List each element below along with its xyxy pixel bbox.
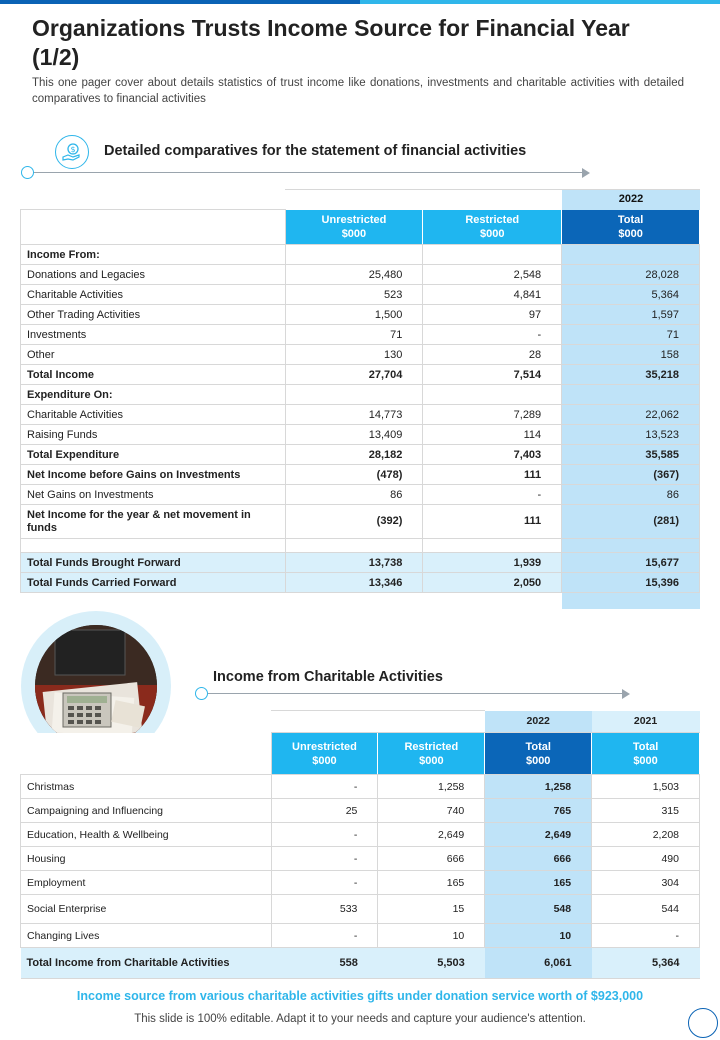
row-label: Christmas [21,775,272,799]
table-row [21,553,700,573]
row-label: Net Gains on Investments [21,485,286,505]
unrestricted-value: - [271,775,378,799]
table-header-row [21,733,700,775]
unrestricted-value: - [271,847,378,871]
table-row [21,445,700,465]
total-2021-value: 490 [592,847,700,871]
header-total: Total $000 [562,210,700,245]
section2-divider [208,693,626,694]
total-value: 158 [562,345,700,365]
total-2022-value: 165 [485,871,592,895]
restricted-value: 97 [423,305,562,325]
year-blank-cell [271,711,378,733]
restricted-value: 2,649 [378,823,485,847]
section2-arrow-icon [622,689,630,699]
header-unrestricted: Unrestricted $000 [271,733,378,775]
total-2022-value: 765 [485,799,592,823]
total-value: 71 [562,325,700,345]
unrestricted-value: - [271,871,378,895]
row-label: Campaigning and Influencing [21,799,272,823]
table-row [21,365,700,385]
restricted-value [423,385,562,405]
total-2022-value: 6,061 [485,948,592,979]
restricted-value: 111 [423,465,562,485]
restricted-value: 5,503 [378,948,485,979]
restricted-value: 1,258 [378,775,485,799]
restricted-value: 2,548 [423,265,562,285]
total-value: 35,585 [562,445,700,465]
total-row [21,948,700,979]
row-label: Total Expenditure [21,445,286,465]
table-row [21,325,700,345]
unrestricted-value: 25 [271,799,378,823]
table-row [21,265,700,285]
unrestricted-value: 1,500 [285,305,423,325]
total-value: 15,396 [562,573,700,593]
row-label: Raising Funds [21,425,286,445]
unrestricted-value: 14,773 [285,405,423,425]
table-row [21,924,700,948]
restricted-value: 1,939 [423,553,562,573]
total-value: (367) [562,465,700,485]
restricted-value: 7,514 [423,365,562,385]
unrestricted-value: 71 [285,325,423,345]
section2-title: Income from Charitable Activities [213,669,443,685]
row-label: Other Trading Activities [21,305,286,325]
total-value [562,385,700,405]
row-label: Total Income [21,365,286,385]
charitable-income-table [20,710,700,979]
total-value: 28,028 [562,265,700,285]
table-row [21,425,700,445]
header-restricted: Restricted $000 [378,733,485,775]
table-row [21,823,700,847]
unrestricted-value: (392) [285,505,423,539]
restricted-value: - [423,325,562,345]
unrestricted-value: - [271,924,378,948]
corner-circle-decoration [688,1008,718,1038]
table-row [21,285,700,305]
table-row [21,799,700,823]
header-blank-cell [21,210,286,245]
total-2022-value: 1,258 [485,775,592,799]
unrestricted-value: 13,346 [285,573,423,593]
row-label: Total Funds Brought Forward [21,553,286,573]
header-blank-cell [21,733,272,775]
table-row [21,505,700,539]
header-total-2022: Total $000 [485,733,592,775]
row-label: Changing Lives [21,924,272,948]
row-label: Net Income for the year & net movement in funds [21,505,286,539]
row-label: Expenditure On: [21,385,286,405]
restricted-value [423,245,562,265]
financial-activities-table [20,209,700,593]
table-row [21,871,700,895]
unrestricted-value: 25,480 [285,265,423,285]
header-restricted: Restricted $000 [423,210,562,245]
table-row [21,485,700,505]
unrestricted-value: - [271,823,378,847]
restricted-value: - [423,485,562,505]
total-2021-value: 2,208 [592,823,700,847]
year-2022: 2022 [485,711,592,733]
year-blank-cell [21,711,272,733]
unrestricted-value: 27,704 [285,365,423,385]
row-label: Education, Health & Wellbeing [21,823,272,847]
row-label: Net Income before Gains on Investments [21,465,286,485]
section1-line-dot [21,166,34,179]
row-label: Employment [21,871,272,895]
total-value: 86 [562,485,700,505]
unrestricted-value: 86 [285,485,423,505]
total-2021-value: 1,503 [592,775,700,799]
unrestricted-value: (478) [285,465,423,485]
spacer-row [21,539,700,553]
total-value [562,245,700,265]
money-hand-icon [55,135,89,169]
total-2021-value: - [592,924,700,948]
restricted-value: 7,289 [423,405,562,425]
year-label: 2022 [618,193,644,205]
footer-highlight: Income source from various charitable activities gifts under donation service worth of $923,000 [76,989,644,1003]
table-header-row [21,210,700,245]
section1-title: Detailed comparatives for the statement of financial activities [104,143,527,159]
restricted-value: 4,841 [423,285,562,305]
unrestricted-value: 28,182 [285,445,423,465]
total-value: 35,218 [562,365,700,385]
unrestricted-value: 523 [285,285,423,305]
row-label [21,539,286,553]
page-title: Organizations Trusts Income Source for Financial Year (1/2) [32,15,630,70]
page-subtitle: This one pager cover about details statistics of trust income like donations, investments and charitable activities with detailed comparatives to financial activities [32,77,684,105]
header-unrestricted: Unrestricted $000 [285,210,423,245]
svg-text:$: $ [70,145,76,154]
row-label: Other [21,345,286,365]
section-heading-row [21,385,700,405]
unrestricted-value: 558 [271,948,378,979]
section-heading-row [21,245,700,265]
table-row [21,775,700,799]
unrestricted-value: 13,738 [285,553,423,573]
total-2021-value: 315 [592,799,700,823]
total-value [562,539,700,553]
year-blank-cell [378,711,485,733]
table-row [21,573,700,593]
total-2022-value: 666 [485,847,592,871]
unrestricted-value [285,539,423,553]
row-label: Income From: [21,245,286,265]
total-2021-value: 304 [592,871,700,895]
restricted-value: 15 [378,895,485,924]
unrestricted-value [285,245,423,265]
total-2022-value: 548 [485,895,592,924]
total-2021-value: 5,364 [592,948,700,979]
restricted-value: 2,050 [423,573,562,593]
section1-arrow-icon [582,168,590,178]
section2-line-dot [195,687,208,700]
restricted-value: 114 [423,425,562,445]
row-label: Donations and Legacies [21,265,286,285]
table-row [21,345,700,365]
row-label: Housing [21,847,272,871]
total-value: 13,523 [562,425,700,445]
table-row [21,895,700,924]
restricted-value: 7,403 [423,445,562,465]
row-label: Charitable Activities [21,285,286,305]
total-value: (281) [562,505,700,539]
row-label: Total Funds Carried Forward [21,573,286,593]
table-row [21,465,700,485]
year-2021: 2021 [592,711,700,733]
restricted-value: 10 [378,924,485,948]
unrestricted-value: 533 [271,895,378,924]
restricted-value [423,539,562,553]
footer-note: This slide is 100% editable. Adapt it to your needs and capture your audience's attention. [134,1013,586,1025]
table-row [21,305,700,325]
restricted-value: 111 [423,505,562,539]
unrestricted-value: 130 [285,345,423,365]
restricted-value: 740 [378,799,485,823]
row-label: Social Enterprise [21,895,272,924]
total-value: 15,677 [562,553,700,573]
row-label: Total Income from Charitable Activities [21,948,272,979]
unrestricted-value [285,385,423,405]
year-row [21,711,700,733]
total-2022-value: 10 [485,924,592,948]
restricted-value: 666 [378,847,485,871]
total-value: 22,062 [562,405,700,425]
total-2022-value: 2,649 [485,823,592,847]
top-accent-bar [0,0,720,4]
table-row [21,847,700,871]
table-row [21,405,700,425]
total-2021-value: 544 [592,895,700,924]
row-label: Investments [21,325,286,345]
restricted-value: 28 [423,345,562,365]
total-value: 5,364 [562,285,700,305]
section1-divider [28,172,588,173]
restricted-value: 165 [378,871,485,895]
unrestricted-value: 13,409 [285,425,423,445]
header-total-2021: Total $000 [592,733,700,775]
row-label: Charitable Activities [21,405,286,425]
total-value: 1,597 [562,305,700,325]
